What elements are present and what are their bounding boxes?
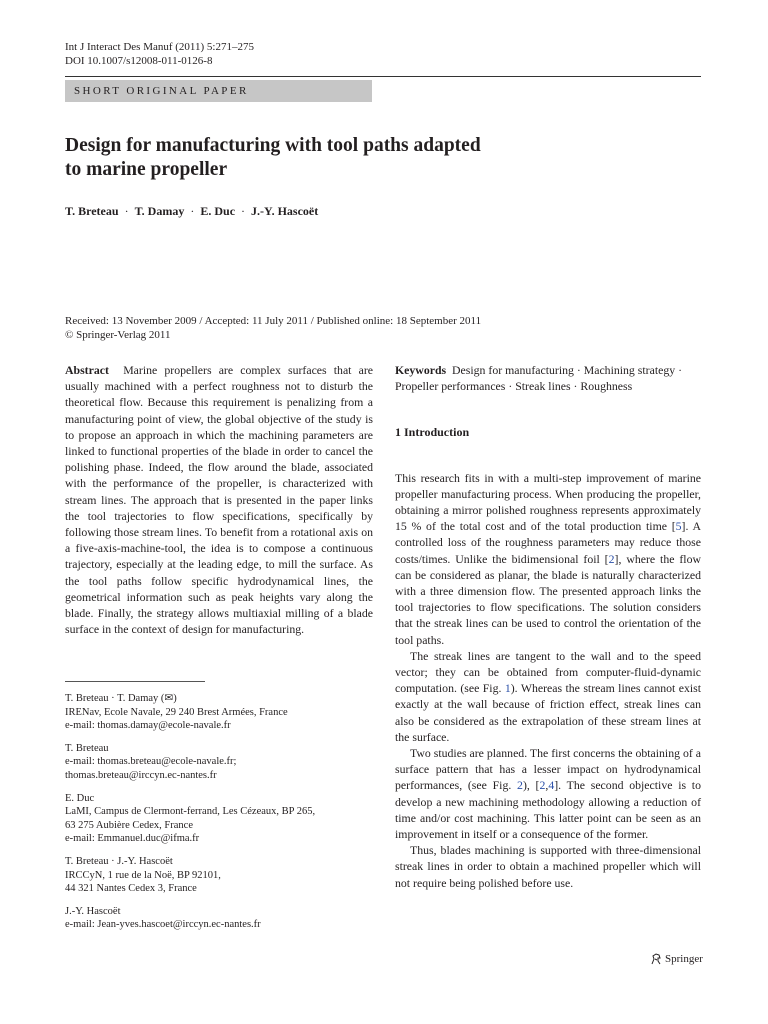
affiliation-block	[65, 792, 373, 846]
journal-citation: Int J Interact Des Manuf (2011) 5:271–275	[65, 41, 254, 53]
article-type-banner: SHORT ORIGINAL PAPER	[65, 80, 372, 102]
author-separator: ·	[124, 204, 129, 218]
affiliation-names: T. Breteau	[65, 742, 109, 754]
abstract-text: Marine propellers are complex surfaces that are usually machined with a perfect roughness not to disturb the theoretical flow. Because this requirement is penalizing from a manufacturing point of view, the global objective of the study is to propose an approach in which the machining parameters are linked to functional properties of the blade in order to cancel the polishing phase. Indeed, the flow around the blade, associated with the performance of the propeller, is characterized with stream lines. The approach that is presented in the paper links the tool trajectories to flow specifications, specifically by following those stream lines. To benefit from a rotational axis on a five-axis-machine-tool, the idea is to compose a continuous trajectory, especially at the leading edge, to mill the surface. As the tool paths follow specific hydrodynamical lines, the geometrical information such as peak heights vary along the blade. Finally, the strategy allows multiaxial milling of a blade surface in the context of design for manufacturing.	[65, 363, 373, 637]
paragraph-text: ,	[545, 778, 549, 793]
affiliation-names: J.-Y. Hascoët	[65, 905, 121, 917]
publisher-name: Springer	[665, 953, 703, 965]
intro-paragraph	[395, 648, 701, 745]
affiliation-email: thomas.breteau@irccyn.ec-nantes.fr	[65, 769, 217, 781]
affiliation-address: 63 275 Aubière Cedex, France	[65, 819, 194, 831]
paragraph-text: ), [	[522, 778, 540, 793]
affiliation-email: e-mail: thomas.damay@ecole-navale.fr	[65, 720, 231, 732]
paper-title	[65, 134, 625, 182]
intro-paragraph	[395, 745, 701, 842]
affiliation-names: T. Breteau · J.-Y. Hascoët	[65, 855, 173, 867]
abstract-label: Abstract	[65, 363, 109, 377]
received-accepted-line: Received: 13 November 2009 / Accepted: 11 July 2011 / Published online: 18 September 2011	[65, 315, 482, 327]
author-name: T. Damay	[134, 204, 185, 218]
affiliations	[65, 692, 373, 941]
keywords	[395, 362, 701, 394]
title-line-2: to marine propeller	[65, 159, 228, 180]
publication-dates	[65, 314, 481, 342]
citation-link[interactable]: 2	[608, 551, 615, 566]
keywords-label: Keywords	[395, 363, 447, 377]
affiliation-address: LaMI, Campus de Clermont-ferrand, Les Cézeaux, BP 265,	[65, 806, 316, 818]
author-name: J.-Y. Hascoët	[251, 204, 319, 218]
affiliation-block	[65, 692, 373, 733]
paragraph-text: ]. The second objective is to develop a new machining methodology allowing a reduction of time and/or cost machining. This latter point can be seen as an improvement in itself or a consequence of the former.	[395, 778, 701, 842]
affiliation-address: 44 321 Nantes Cedex 3, France	[65, 883, 197, 895]
citation-link[interactable]: 5	[675, 519, 682, 534]
doi: DOI 10.1007/s12008-011-0126-8	[65, 55, 213, 67]
author-separator: ·	[190, 204, 195, 218]
paragraph-text: This research fits in with a multi-step improvement of marine propeller manufacturing process. When producing the propeller, obtaining a mirror polished roughness represents approximately 15 % of the total cost and of the total production time [	[395, 470, 701, 534]
intro-paragraph	[395, 470, 701, 648]
publisher-footer	[650, 953, 703, 965]
paragraph-text: ). Whereas the stream lines cannot exist exactly at the wall because of friction effect, streak lines can also be considered as the extrapolation of these stream lines at the surface.	[395, 681, 702, 744]
paragraph-text: ]. A controlled loss of the roughness parameters may reduce those costs/times. Unlike the bidimensional foil [	[395, 519, 702, 566]
figure-link[interactable]: 1	[504, 681, 511, 696]
author-name: T. Breteau	[65, 204, 119, 218]
affiliation-block	[65, 905, 373, 932]
author-separator: ·	[241, 204, 246, 218]
right-column	[395, 362, 701, 891]
affiliation-names: T. Breteau · T. Damay (✉)	[65, 693, 177, 704]
affiliation-address: IRCCyN, 1 rue de la Noë, BP 92101,	[65, 869, 221, 881]
paragraph-text: The streak lines are tangent to the wall and to the speed vector; they can be obtained from computer-fluid-dynamic computation. (see Fig.	[395, 648, 701, 696]
affiliation-email: e-mail: Emmanuel.duc@ifma.fr	[65, 833, 200, 845]
citation-link[interactable]: 2	[539, 778, 546, 793]
author-list	[65, 204, 318, 219]
copyright-line: © Springer-Verlag 2011	[65, 329, 171, 341]
affiliation-email: e-mail: thomas.breteau@ecole-navale.fr;	[65, 756, 237, 768]
affiliation-block	[65, 855, 373, 896]
citation-link[interactable]: 4	[548, 778, 555, 793]
paragraph-text: ], where the flow can be considered as planar, the blade is naturally characterized with a three dimension flow. The presented approach links the tool trajectories to flow specifications. The solution considers that the streak lines can be used to control the orientation of the tool paths.	[395, 551, 701, 647]
intro-paragraph: Thus, blades machining is supported with three-dimensional streak lines in order to obtain a machined propeller which will not require being polished before use.	[395, 843, 701, 890]
section-heading-introduction: 1 Introduction	[395, 425, 470, 440]
keywords-text: Design for manufacturing · Machining strategy · Propeller performances · Streak lines · Roughness	[395, 363, 683, 394]
affiliation-block	[65, 742, 373, 783]
figure-link[interactable]: 2	[517, 778, 523, 793]
paragraph-text: Two studies are planned. The first concerns the obtaining of a surface pattern that has a lesser impact on hydrodynamical performances, (see Fig.	[395, 746, 701, 793]
affiliation-email: e-mail: Jean-yves.hascoet@irccyn.ec-nantes.fr	[65, 919, 261, 931]
header-rule	[65, 76, 701, 77]
affiliation-names: E. Duc	[65, 792, 95, 804]
journal-meta	[65, 40, 254, 68]
title-line-1: Design for manufacturing with tool paths adapted	[65, 135, 481, 156]
footnote-rule	[65, 681, 205, 682]
abstract	[65, 362, 373, 637]
author-name: E. Duc	[200, 204, 236, 218]
springer-horse-icon	[650, 953, 662, 965]
affiliation-address: IRENav, Ecole Navale, 29 240 Brest Armées, France	[65, 706, 288, 718]
